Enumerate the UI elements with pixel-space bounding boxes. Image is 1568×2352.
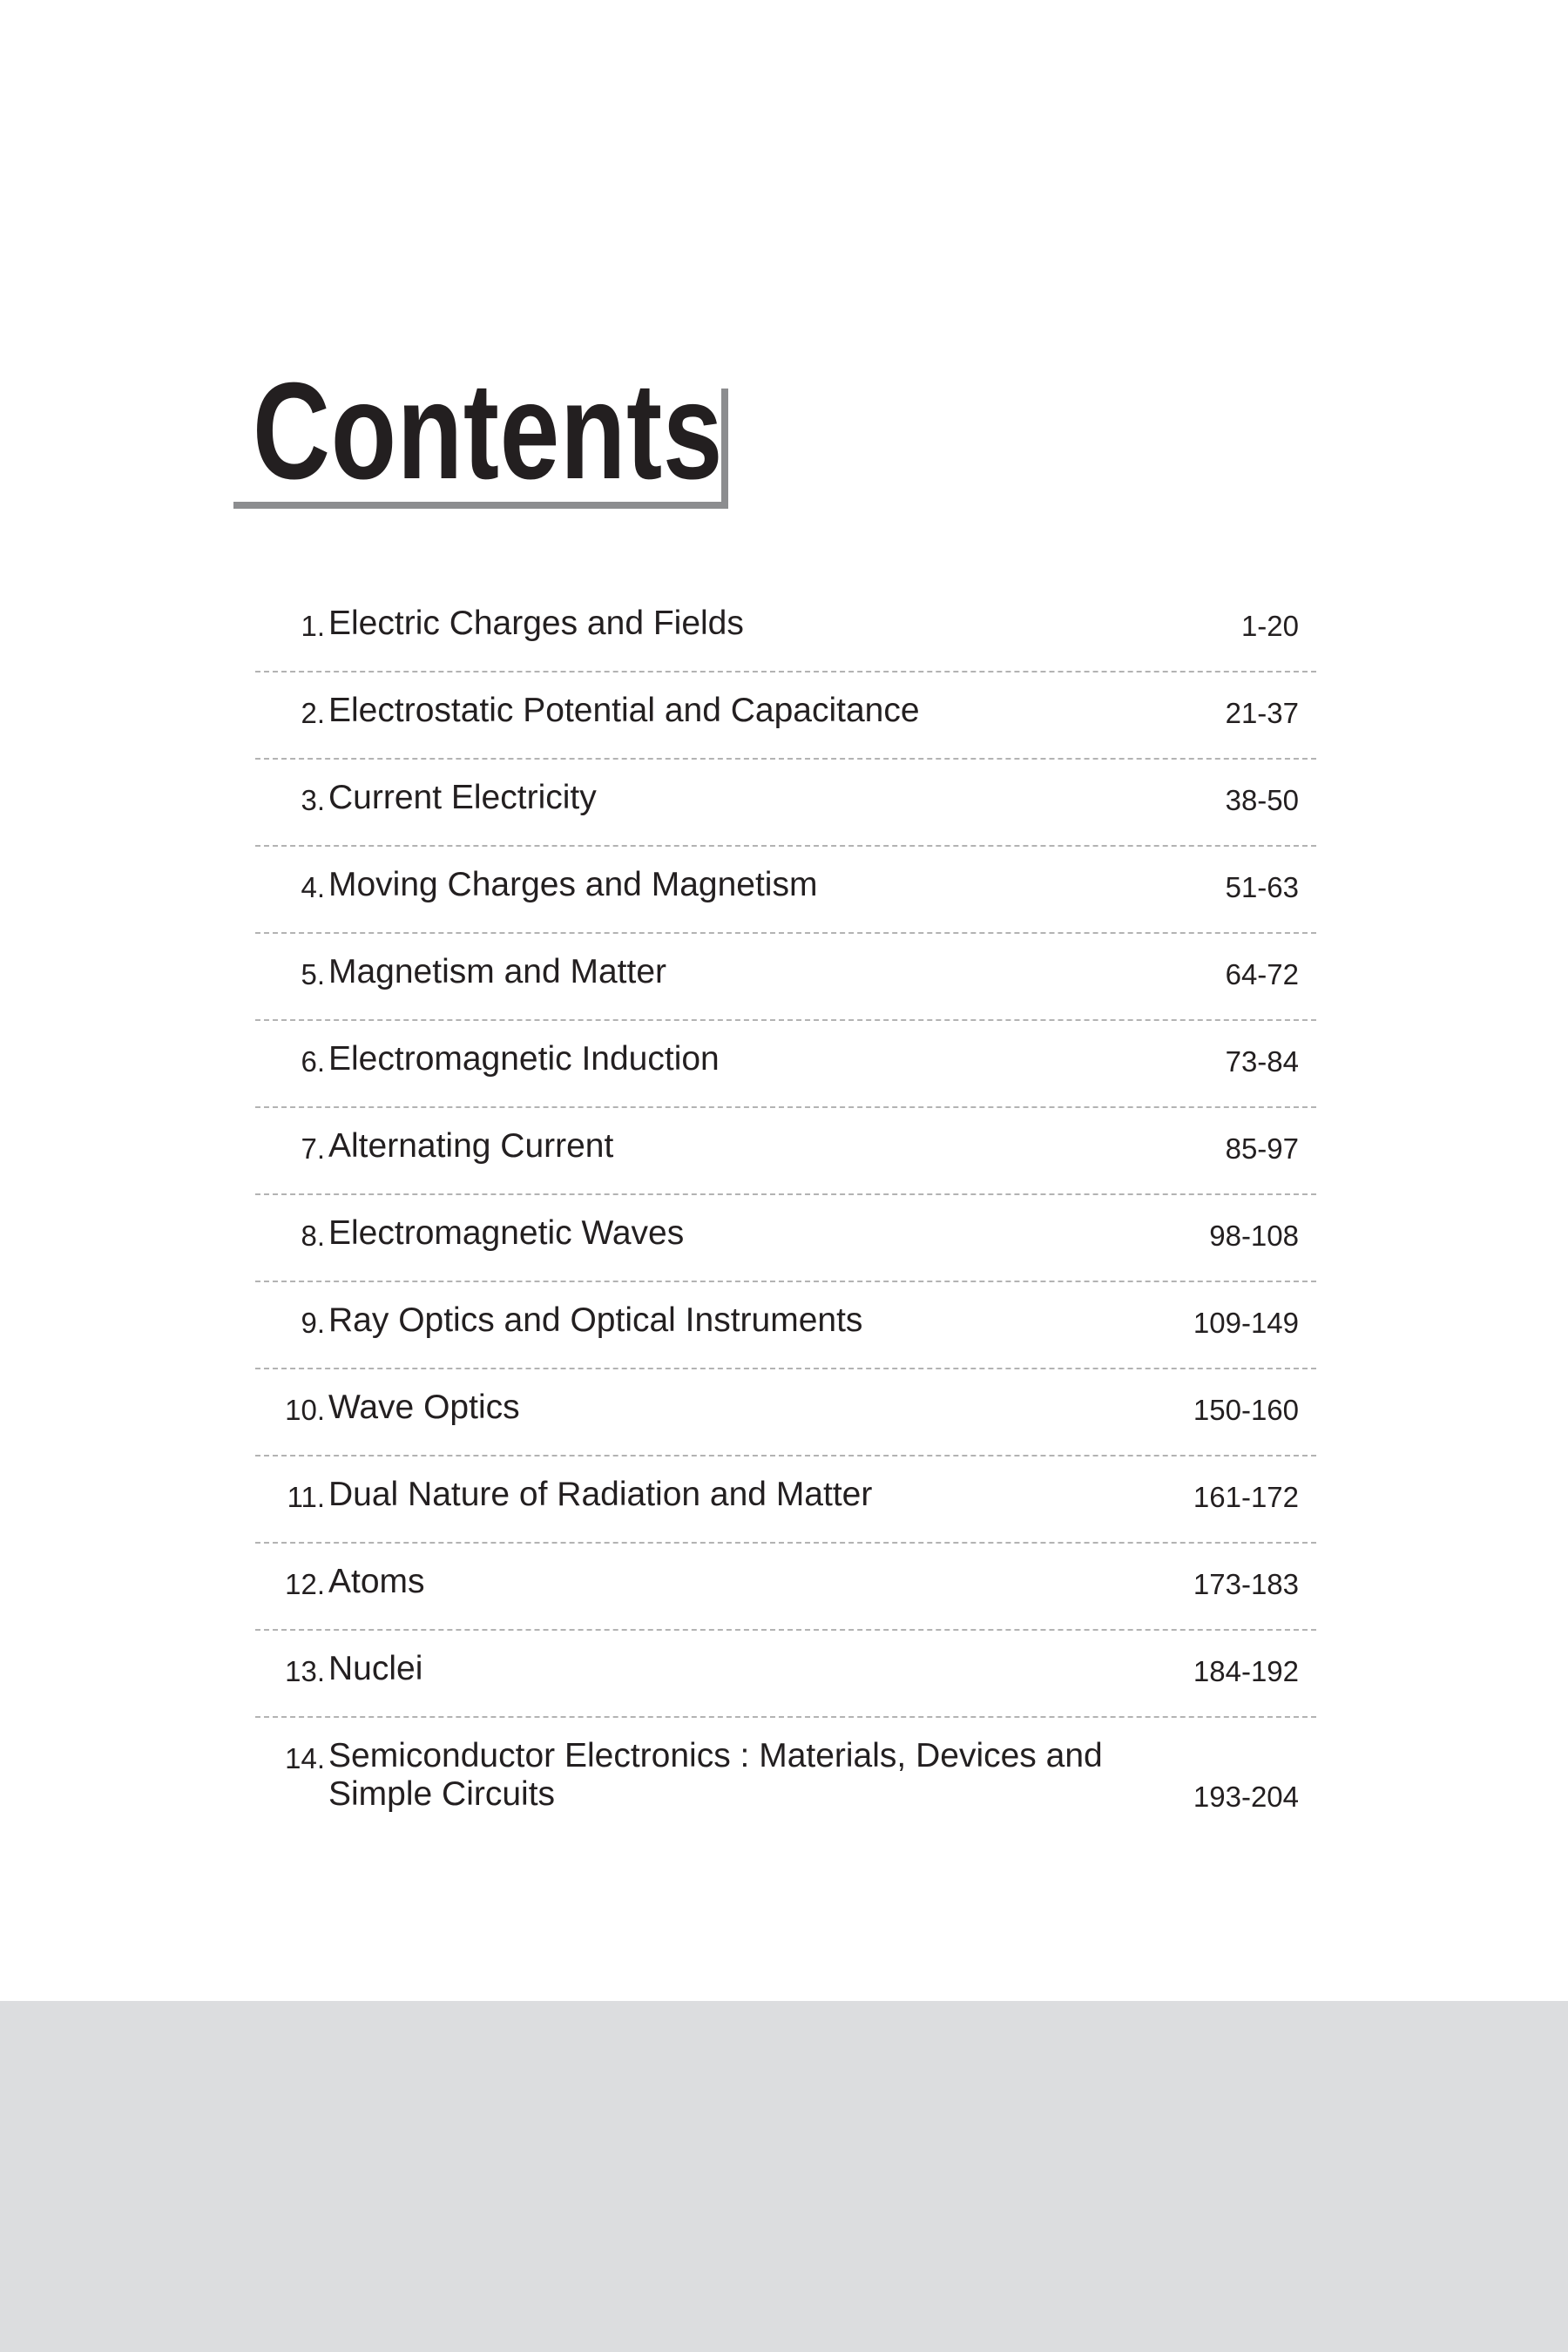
page-range: 64-72	[1225, 958, 1299, 990]
toc-entry[interactable]	[255, 1456, 1316, 1544]
chapter-number: 13.	[285, 1655, 325, 1687]
toc-entry[interactable]	[255, 1282, 1316, 1369]
chapter-number: 4.	[301, 871, 325, 903]
chapter-number: 12.	[285, 1568, 325, 1600]
chapter-number: 9.	[301, 1307, 325, 1339]
chapter-title[interactable]: Electromagnetic Induction	[328, 1040, 720, 1078]
toc-entry[interactable]	[255, 1195, 1316, 1282]
page-range: 21-37	[1225, 697, 1299, 729]
chapter-title[interactable]: Electric Charges and Fields	[328, 605, 744, 642]
footer-band	[0, 2001, 1568, 2352]
chapter-number: 7.	[301, 1132, 325, 1165]
toc-entry[interactable]	[255, 1021, 1316, 1108]
chapter-title[interactable]	[328, 1737, 1200, 1814]
page-range: 150-160	[1193, 1394, 1299, 1426]
page-range: 173-183	[1193, 1568, 1299, 1600]
chapter-number: 10.	[285, 1394, 325, 1426]
chapter-number: 11.	[287, 1481, 325, 1513]
chapter-title-line: Simple Circuits	[328, 1775, 556, 1813]
toc-entry[interactable]	[255, 1108, 1316, 1195]
chapter-title[interactable]: Magnetism and Matter	[328, 953, 667, 990]
page-range: 38-50	[1225, 784, 1299, 816]
page-range: 193-204	[1193, 1781, 1299, 1813]
chapter-number: 14.	[285, 1742, 325, 1774]
chapter-title[interactable]: Alternating Current	[328, 1127, 614, 1165]
chapter-number: 5.	[301, 958, 325, 990]
toc-entry[interactable]	[255, 585, 1316, 672]
chapter-title[interactable]: Nuclei	[328, 1650, 423, 1687]
chapter-number: 6.	[301, 1045, 325, 1078]
chapter-title[interactable]: Electromagnetic Waves	[328, 1214, 685, 1252]
page-range: 161-172	[1193, 1481, 1299, 1513]
chapter-title[interactable]: Current Electricity	[328, 779, 597, 816]
chapter-number: 8.	[301, 1220, 325, 1252]
chapter-title[interactable]: Wave Optics	[328, 1389, 520, 1426]
page-range: 85-97	[1225, 1132, 1299, 1165]
page-range: 109-149	[1193, 1307, 1299, 1339]
page-range: 73-84	[1225, 1045, 1299, 1078]
toc-entry[interactable]	[255, 1369, 1316, 1456]
chapter-title[interactable]: Electrostatic Potential and Capacitance	[328, 692, 920, 729]
toc-entry[interactable]	[255, 1544, 1316, 1631]
page-range: 98-108	[1209, 1220, 1299, 1252]
toc-entry[interactable]	[255, 760, 1316, 847]
page-range: 51-63	[1225, 871, 1299, 903]
chapter-number: 1.	[301, 610, 325, 642]
toc-entry[interactable]	[255, 672, 1316, 760]
page-range: 184-192	[1193, 1655, 1299, 1687]
chapter-title-line: Semiconductor Electronics : Materials, Devices and	[328, 1737, 1103, 1774]
toc-entry[interactable]	[255, 934, 1316, 1021]
toc-entry[interactable]	[255, 847, 1316, 934]
chapter-number: 3.	[301, 784, 325, 816]
chapter-title[interactable]: Dual Nature of Radiation and Matter	[328, 1476, 873, 1513]
chapter-title[interactable]: Atoms	[328, 1563, 425, 1600]
toc-entry[interactable]	[255, 1631, 1316, 1718]
page-title: Contents	[253, 355, 724, 508]
table-of-contents	[255, 585, 1316, 1848]
chapter-number: 2.	[301, 697, 325, 729]
page-range: 1-20	[1240, 610, 1299, 642]
chapter-title[interactable]: Moving Charges and Magnetism	[328, 866, 818, 903]
toc-entry[interactable]	[255, 1718, 1316, 1848]
chapter-title[interactable]: Ray Optics and Optical Instruments	[328, 1301, 863, 1339]
